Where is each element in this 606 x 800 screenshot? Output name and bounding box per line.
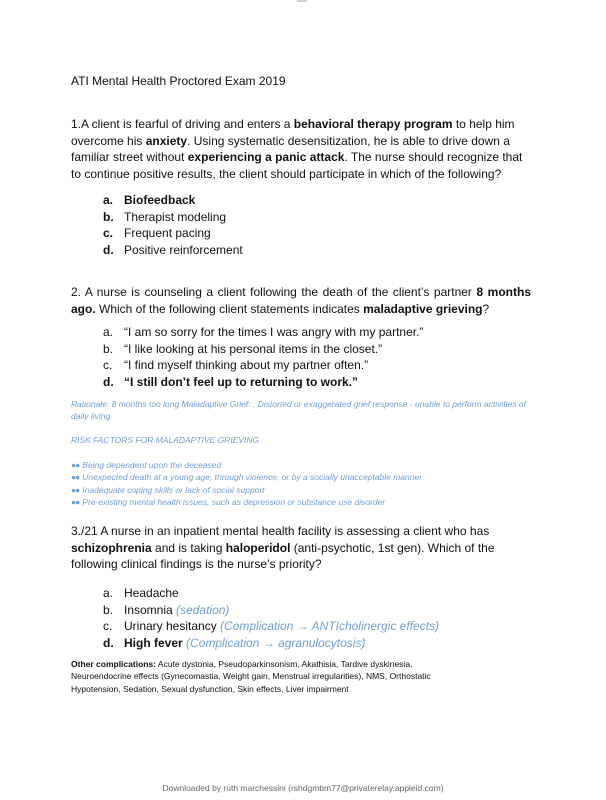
exam-title: ATI Mental Health Proctored Exam 2019 [71,74,286,88]
option-item: a. Headache [103,586,179,600]
option-item: c. Frequent pacing [103,226,211,240]
question-3: 3./21 A nurse in an inpatient mental health facility is assessing a client who has schizophrenia and is taking haloperidol (anti-psychotic, 1st gen). Which of the following clinical findings is the nurse’s priority? [71,524,495,571]
question-1-options [103,192,243,258]
option-item: b. Therapist modeling [103,209,227,224]
risk-factors-list [71,459,422,508]
bullet-icon: ●● [71,472,80,483]
list-item: ●● Being dependent upon the deceased [71,460,222,470]
download-footer: Downloaded by ruth marchessini (rshdgmbm77@privaterelay.appleid.com) [162,783,444,793]
other-complications: Other complications: Acute dystonia, Pseudoparkinsonism, Akathisia, Tardive dyskinesia, Neuroendocrine effects (Gynecomastia, Weight gain, Menstrual irregularities), NMS, Orthostatic Hypotension, Sedation, Sexual dysfunction, Skin effects, Liver impairment [71,659,431,694]
bullet-icon: ●● [71,484,80,495]
bullet-icon: ●● [71,496,80,507]
page-top-mark [297,0,307,2]
question-2: 2. A nurse is counseling a client following the death of the client’s partner 8 months ago. Which of the following client statements indicates maladaptive grieving? [71,285,532,316]
list-item: ●● Unexpected death at a young age, through violence, or by a socially unacceptable manner [71,472,423,483]
option-item: b. “I like looking at his personal items in the closet.” [103,341,383,356]
annotation-note: (sedation) [176,602,230,617]
option-item: a. “I am so sorry for the times I was angry with my partner.” [103,325,424,339]
annotation-note: (Complication → ANTIcholinergic effects) [220,619,440,633]
question-3-options [103,585,439,651]
option-item: c. Urinary hesitancy (Complication → ANTIcholinergic effects) [103,619,440,633]
annotation-note: (Complication → agranulocytosis) [186,635,366,650]
rationale-note: Rationale: 8 months too long Maladaptive Grief: . Distorted or exaggerated grief response - unable to perform activities of daily living. [71,399,526,421]
option-item: d. High fever (Complication → agranulocytosis) [103,635,366,650]
question-2-options [103,324,423,390]
option-item: d. Positive reinforcement [103,242,243,257]
risk-factors-heading: RISK FACTORS FOR MALADAPTIVE GRIEVING [71,435,260,445]
question-1: 1.A client is fearful of driving and enters a behavioral therapy program to help him overcome his anxiety. Using systematic desensitization, he is able to drive down a familiar street without experiencing a panic attack. The nurse should recognize that to continue positive results, the client should participate in which of the following? [71,117,523,181]
list-item: ●● Pre-existing mental health issues, such as depression or substance use disorder [71,496,386,507]
option-item: a. Biofeedback [103,193,196,207]
option-item: d. “I still don’t feel up to returning to work.” [103,374,358,389]
option-item: b. Insomnia (sedation) [103,602,230,617]
list-item: ●● Inadequate coping skills or lack of social support [71,484,265,495]
bullet-icon: ●● [71,460,80,470]
option-item: c. “I find myself thinking about my partner often.” [103,358,369,372]
